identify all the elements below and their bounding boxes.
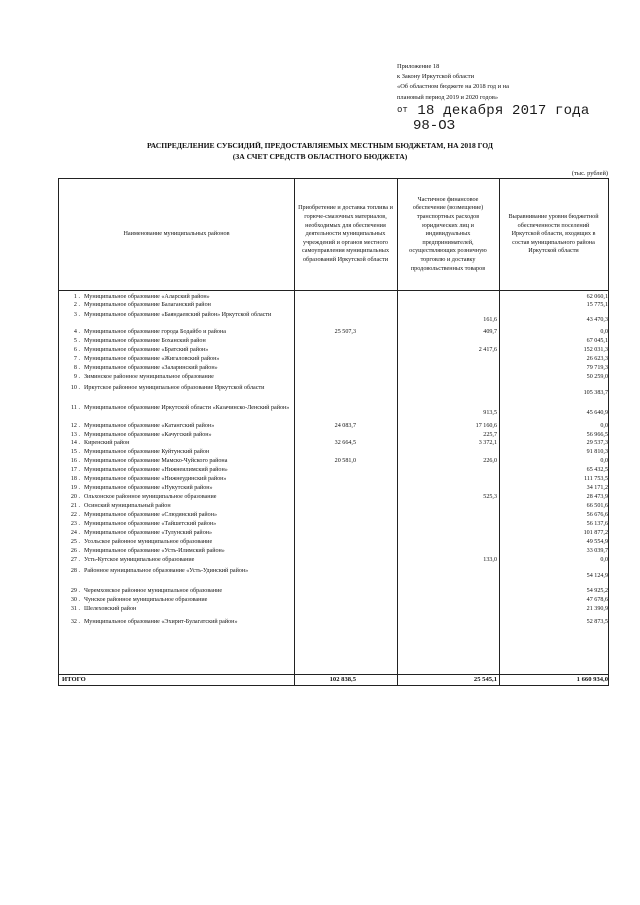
appendix-line: плановый период 2019 и 2020 годов»: [397, 93, 499, 101]
row-name: Зиминское районное муниципальное образование: [84, 374, 214, 380]
row-name: Муниципальное образование «Тулунский район»: [84, 530, 213, 536]
row-equalization: 56 966,5: [586, 432, 608, 438]
row-name: Муниципальное образование «Усть-Илимский район»: [84, 548, 225, 554]
row-transport: 161,6: [483, 317, 497, 323]
row-number: 31 .: [70, 606, 80, 612]
row-number: 22 .: [70, 512, 80, 518]
row-equalization: 79 719,3: [586, 365, 608, 371]
row-number: 9 .: [73, 374, 80, 380]
row-name: Ольхонское районное муниципальное образование: [84, 494, 217, 500]
row-equalization: 66 501,6: [586, 503, 608, 509]
appendix-line: к Закону Иркутской области: [397, 73, 475, 81]
stamp-date: 18 декабря 2017 года: [417, 103, 590, 119]
row-number: 3 .: [73, 312, 80, 318]
document-title: [60, 140, 580, 162]
row-equalization: 65 432,5: [586, 467, 608, 473]
row-number: 4 .: [73, 329, 80, 335]
row-name: Муниципальное образование «Катангский район»: [84, 423, 215, 429]
row-name: Муниципальное образование «Баяндаевский район» Иркутской области: [84, 312, 272, 318]
subsidy-table: [58, 178, 609, 686]
row-number: 29 .: [70, 588, 80, 594]
row-fuel: 20 581,0: [334, 458, 356, 464]
stamp-number: 98-ОЗ: [413, 118, 456, 134]
row-equalization: 28 473,9: [586, 494, 608, 500]
header-name: Наименование муниципальных районов: [123, 230, 230, 238]
row-name: Осинский муниципальный район: [84, 503, 171, 509]
row-transport: 225,7: [483, 432, 497, 438]
row-name: Муниципальное образование «Слюдянский район»: [84, 512, 218, 518]
row-equalization: 105 383,7: [583, 390, 608, 396]
row-equalization: 67 045,1: [586, 338, 608, 344]
row-equalization: 34 171,2: [586, 485, 608, 491]
row-equalization: 29 537,3: [586, 440, 608, 446]
title-line-2: (ЗА СЧЕТ СРЕДСТВ ОБЛАСТНОГО БЮДЖЕТА): [232, 152, 408, 161]
row-name: Муниципальное образование «Жигаловский район»: [84, 356, 220, 362]
row-transport: 226,0: [483, 458, 497, 464]
row-name: Иркутское районное муниципальное образование Иркутской области: [84, 385, 265, 391]
row-number: 23 .: [70, 521, 80, 527]
law-date-stamp: [397, 101, 589, 134]
row-name: Киренский район: [84, 440, 130, 446]
table-header: [59, 179, 608, 291]
appendix-header: [397, 62, 629, 103]
row-number: 8 .: [73, 365, 80, 371]
row-equalization: 56 137,6: [586, 521, 608, 527]
row-name: Муниципальное образование «Эхирит-Булагатский район»: [84, 619, 238, 625]
row-equalization: 0,0: [600, 557, 608, 563]
row-equalization: 33 039,7: [586, 548, 608, 554]
row-equalization: 101 877,2: [583, 530, 608, 536]
total-row: [59, 674, 608, 685]
row-number: 7 .: [73, 356, 80, 362]
unit-label: (тыс. рублей): [571, 170, 608, 177]
row-transport: 525,3: [483, 494, 497, 500]
row-number: 5 .: [73, 338, 80, 344]
row-equalization: 54 925,2: [586, 588, 608, 594]
row-number: 11 .: [71, 405, 80, 411]
row-name: Муниципальное образование «Аларский район»: [84, 294, 210, 300]
row-number: 2 .: [73, 302, 80, 308]
appendix-line: «Об областном бюджете на 2018 год и на: [397, 83, 509, 91]
row-number: 12 .: [70, 423, 80, 429]
row-number: 10 .: [70, 385, 80, 391]
title-line-1: РАСПРЕДЕЛЕНИЕ СУБСИДИЙ, ПРЕДОСТАВЛЯЕМЫХ МЕСТНЫМ БЮДЖЕТАМ, НА 2018 ГОД: [146, 141, 494, 150]
row-name: Черемховское районное муниципальное образование: [84, 588, 223, 594]
row-number: 24 .: [70, 530, 80, 536]
row-equalization: 0,0: [600, 458, 608, 464]
row-number: 13 .: [70, 432, 80, 438]
row-name: Усольское районное муниципальное образование: [84, 539, 213, 545]
row-number: 25 .: [70, 539, 80, 545]
row-name: Муниципальное образование «Братский район»: [84, 347, 209, 353]
total-label: ИТОГО: [62, 676, 86, 683]
row-number: 15 .: [70, 449, 80, 455]
total-equalization: 1 660 934,0: [576, 676, 608, 683]
row-equalization: 111 753,5: [584, 476, 608, 482]
row-number: 27 .: [70, 557, 80, 563]
row-name: Муниципальное образование «Нижнеилимский район»: [84, 467, 228, 473]
row-number: 1 .: [73, 294, 80, 300]
row-name: Муниципальное образование Боханский район: [84, 338, 206, 344]
row-fuel: 24 083,7: [334, 423, 356, 429]
row-name: Муниципальное образование «Нижнеудинский район»: [84, 476, 227, 482]
row-number: 17 .: [70, 467, 80, 473]
row-name: Шелеховский район: [84, 606, 137, 612]
row-fuel: 32 664,5: [334, 440, 356, 446]
total-fuel: 102 838,5: [329, 676, 356, 683]
row-number: 28 .: [70, 568, 80, 574]
row-transport: 133,0: [483, 557, 497, 563]
row-equalization: 91 810,3: [586, 449, 608, 455]
row-equalization: 21 390,9: [586, 606, 608, 612]
header-equalization: Выравнивание уровня бюджетной обеспеченности поселений Иркутской области, входящих в состав муниципального района Иркутской области: [508, 213, 599, 255]
row-equalization: 50 259,0: [586, 374, 608, 380]
appendix-line: Приложение 18: [397, 63, 440, 70]
row-equalization: 15 775,1: [586, 302, 608, 308]
header-transport: Частичное финансовое обеспечение (возмещение) транспортных расходов юридических лиц и индивидуальных предпринимателей, осуществляющих розничную торговлю и доставку продовольственных товаров: [409, 195, 487, 272]
row-transport: 17 160,6: [475, 423, 497, 429]
row-name: Муниципальное образование «Нукутский район»: [84, 485, 213, 491]
row-fuel: 25 507,3: [334, 329, 356, 335]
row-name: Районное муниципальное образование «Усть-Удинский район»: [84, 568, 249, 574]
row-equalization: 54 124,9: [586, 573, 608, 579]
row-equalization: 152 031,3: [583, 347, 608, 353]
row-name: Муниципальное образование города Бодайбо и района: [84, 329, 226, 335]
row-number: 30 .: [70, 597, 80, 603]
row-equalization: 43 470,3: [586, 317, 608, 323]
header-fuel: Приобретение и доставка топлива и горюче-смазочных материалов, необходимых для обеспечения деятельности муниципальных учреждений и органов местного самоуправления муниципальных образований Иркутской области: [298, 204, 393, 263]
row-equalization: 62 060,1: [586, 294, 608, 300]
row-name: Муниципальное образование Балаганский район: [84, 302, 211, 308]
row-number: 21 .: [70, 503, 80, 509]
row-name: Муниципальное образование «Заларинский район»: [84, 365, 218, 371]
row-name: Чунское районное муниципальное образование: [84, 597, 208, 603]
row-equalization: 49 554,9: [586, 539, 608, 545]
row-name: Муниципальное образование Мамско-Чуйского района: [84, 458, 228, 464]
row-equalization: 56 676,6: [586, 512, 608, 518]
row-equalization: 47 678,6: [586, 597, 608, 603]
row-number: 16 .: [70, 458, 80, 464]
row-equalization: 45 640,9: [586, 410, 608, 416]
row-number: 20 .: [70, 494, 80, 500]
row-number: 32 .: [70, 619, 80, 625]
row-name: Муниципальное образование Иркутской области «Казачинско-Ленский район»: [84, 405, 290, 411]
row-equalization: 26 623,3: [586, 356, 608, 362]
row-transport: 409,7: [483, 329, 497, 335]
row-number: 18 .: [70, 476, 80, 482]
row-name: Муниципальное образование «Тайшетский район»: [84, 521, 217, 527]
row-number: 19 .: [70, 485, 80, 491]
row-number: 26 .: [70, 548, 80, 554]
row-transport: 913,5: [483, 410, 497, 416]
row-equalization: 0,0: [600, 423, 608, 429]
row-name: Усть-Кутское муниципальное образование: [84, 557, 195, 563]
row-transport: 2 417,6: [478, 347, 497, 353]
total-transport: 25 545,1: [473, 676, 497, 683]
row-number: 14 .: [70, 440, 80, 446]
row-equalization: 0,0: [600, 329, 608, 335]
row-equalization: 52 873,5: [586, 619, 608, 625]
row-name: Муниципальное образование Куйтунский район: [84, 449, 210, 455]
row-name: Муниципальное образование «Качугский район»: [84, 432, 212, 438]
row-transport: 3 372,1: [478, 440, 497, 446]
row-number: 6 .: [73, 347, 80, 353]
stamp-prefix: от: [397, 105, 408, 115]
